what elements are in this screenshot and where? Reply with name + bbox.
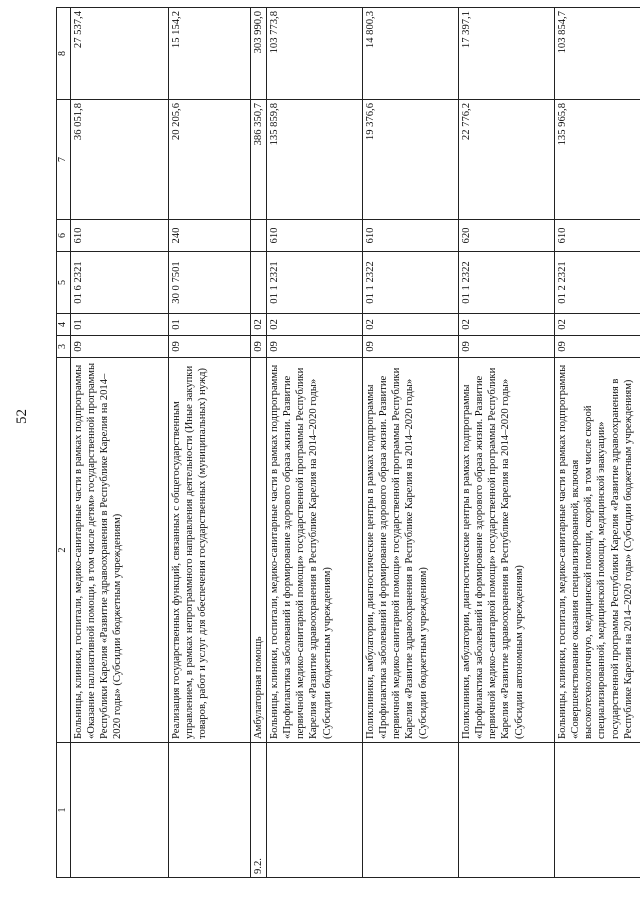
table-row <box>250 8 266 878</box>
section-number <box>458 743 554 878</box>
code-section: 09 <box>250 336 266 358</box>
code-section: 09 <box>168 336 250 358</box>
expense-type: 240 <box>168 220 250 252</box>
header-row <box>57 8 71 878</box>
target-article <box>250 252 266 314</box>
expense-type: 610 <box>554 220 640 252</box>
amount-col8: 303 990,0 <box>250 8 266 100</box>
table-row <box>70 8 168 878</box>
expense-type: 620 <box>458 220 554 252</box>
amount-col8: 17 397,1 <box>458 8 554 100</box>
header-cell: 2 <box>57 358 71 743</box>
code-subsection: 01 <box>70 314 168 336</box>
row-description: Реализация государственных функций, связанных с общегосударственным управлением, в рамках непрограммного направления деятельности (Иные закупки товаров, работ и услуг для обеспечения государственных (муниципальных) нужд) <box>168 358 250 743</box>
amount-col7: 135 965,8 <box>554 100 640 220</box>
table-row <box>266 8 362 878</box>
amount-col8: 103 854,7 <box>554 8 640 100</box>
code-section: 09 <box>266 336 362 358</box>
section-number <box>554 743 640 878</box>
row-description: Поликлиники, амбулатории, диагностические центры в рамках подпрограммы «Профилактика заболеваний и формирование здорового образа жизни. Развитие первичной медико-санитарной помощи» государственной программы Республики Карелия «Развитие здравоохранения в Республике Карелия на 2014–2020 годы» (Субсидии автономным учреждениям) <box>458 358 554 743</box>
code-subsection: 01 <box>168 314 250 336</box>
expense-type: 610 <box>266 220 362 252</box>
target-article: 30 0 7501 <box>168 252 250 314</box>
header-cell: 4 <box>57 314 71 336</box>
section-number <box>266 743 362 878</box>
section-number <box>168 743 250 878</box>
section-number <box>362 743 458 878</box>
target-article: 01 2 2321 <box>554 252 640 314</box>
budget-table <box>56 7 640 878</box>
table-row <box>458 8 554 878</box>
header-cell: 3 <box>57 336 71 358</box>
code-section: 09 <box>554 336 640 358</box>
code-section: 09 <box>458 336 554 358</box>
section-number <box>70 743 168 878</box>
expense-type <box>250 220 266 252</box>
target-article: 01 1 2322 <box>458 252 554 314</box>
header-cell: 5 <box>57 252 71 314</box>
expense-type: 610 <box>362 220 458 252</box>
amount-col7: 20 205,6 <box>168 100 250 220</box>
target-article: 01 1 2322 <box>362 252 458 314</box>
code-subsection: 02 <box>362 314 458 336</box>
row-description: Больницы, клиники, госпитали, медико-санитарные части в рамках подпрограммы «Совершенствование оказания специализированной, включая высокотехнологичную, медицинской помощи, скорой, в том числе скорой специализированной, медицинской помощи, медицинской эвакуации» государственной программы Республики Карелия «Развитие здравоохранения в Республике Карелия на 2014–2020 годы» (Субсидии бюджетным учреждениям) <box>554 358 640 743</box>
code-subsection: 02 <box>458 314 554 336</box>
rotated-page <box>56 8 640 878</box>
code-section: 09 <box>70 336 168 358</box>
code-section: 09 <box>362 336 458 358</box>
amount-col8: 103 773,8 <box>266 8 362 100</box>
amount-col7: 135 859,8 <box>266 100 362 220</box>
row-description: Амбулаторная помощь <box>250 358 266 743</box>
header-cell: 6 <box>57 220 71 252</box>
page-number: 52 <box>14 409 30 424</box>
amount-col7: 36 051,8 <box>70 100 168 220</box>
header-cell: 8 <box>57 8 71 100</box>
row-description: Больницы, клиники, госпитали, медико-санитарные части в рамках подпрограммы «Оказание паллиативной помощи, в том числе детям» государственной программы Республики Карелия «Развитие здравоохранения в Республике Карелия на 2014–2020 годы» (Субсидии бюджетным учреждениям) <box>70 358 168 743</box>
amount-col8: 27 537,4 <box>70 8 168 100</box>
code-subsection: 02 <box>554 314 640 336</box>
code-subsection: 02 <box>250 314 266 336</box>
section-number: 9.2. <box>250 743 266 878</box>
header-cell: 1 <box>57 743 71 878</box>
row-description: Поликлиники, амбулатории, диагностические центры в рамках подпрограммы «Профилактика заболеваний и формирование здорового образа жизни. Развитие первичной медико-санитарной помощи» государственной программы Республики Карелия «Развитие здравоохранения в Республике Карелия на 2014–2020 годы» (Субсидии бюджетным учреждениям) <box>362 358 458 743</box>
table-row <box>168 8 250 878</box>
amount-col7: 19 376,6 <box>362 100 458 220</box>
amount-col7: 386 350,7 <box>250 100 266 220</box>
amount-col7: 22 776,2 <box>458 100 554 220</box>
expense-type: 610 <box>70 220 168 252</box>
amount-col8: 15 154,2 <box>168 8 250 100</box>
row-description: Больницы, клиники, госпитали, медико-санитарные части в рамках подпрограммы «Профилактика заболеваний и формирование здорового образа жизни. Развитие первичной медико-санитарной помощи» государственной программы Республики Карелия «Развитие здравоохранения в Республике Карелия на 2014–2020 годы» (Субсидии бюджетным учреждениям) <box>266 358 362 743</box>
target-article: 01 6 2321 <box>70 252 168 314</box>
header-cell: 7 <box>57 100 71 220</box>
target-article: 01 1 2321 <box>266 252 362 314</box>
table-row <box>362 8 458 878</box>
table-row <box>554 8 640 878</box>
amount-col8: 14 800,3 <box>362 8 458 100</box>
code-subsection: 02 <box>266 314 362 336</box>
